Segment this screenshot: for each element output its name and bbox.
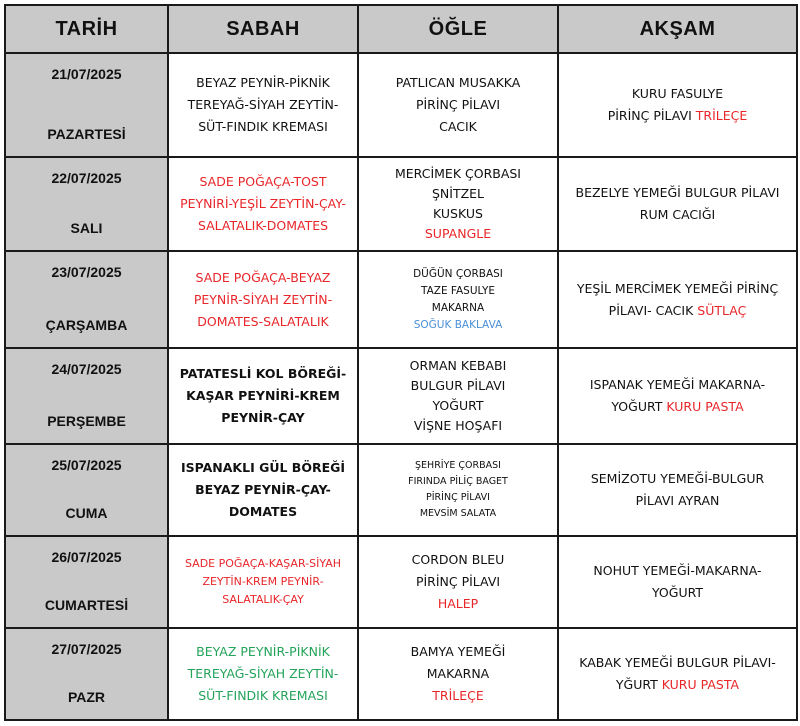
morning-cell — [168, 444, 358, 536]
menu-item: TEREYAĞ-SİYAH ZEYTİN- — [187, 666, 339, 681]
evening-cell — [558, 53, 797, 157]
evening-cell — [558, 444, 797, 536]
dessert-item: SOĞUK BAKLAVA — [413, 318, 503, 331]
dessert-item: KURU PASTA — [666, 399, 744, 414]
date-text: 27/07/2025 — [51, 641, 122, 657]
evening-cell — [558, 628, 797, 720]
menu-item: FIRINDA PİLİÇ BAGET — [408, 476, 508, 487]
menu-item: SADE POĞAÇA-TOST — [199, 174, 327, 189]
weekly-menu-table — [4, 4, 798, 721]
noon-cell — [358, 536, 558, 628]
date-cell — [5, 536, 168, 628]
noon-cell — [358, 157, 558, 251]
date-text: 26/07/2025 — [51, 549, 122, 565]
morning-cell — [168, 628, 358, 720]
date-text: 21/07/2025 — [51, 66, 122, 82]
morning-cell — [168, 53, 358, 157]
menu-item: PİLAVI- CACIK — [608, 302, 694, 318]
date-cell — [5, 157, 168, 251]
menu-item: TAZE FASULYE — [420, 284, 496, 297]
menu-item: PİLAVI AYRAN — [635, 493, 720, 508]
dessert-item: SUPANGLE — [424, 226, 492, 241]
menu-item: YOĞURT — [651, 585, 704, 600]
menu-item: SEMİZOTU YEMEĞİ-BULGUR — [590, 471, 765, 486]
header-date: TARİH — [5, 5, 168, 53]
dessert-item: HALEP — [437, 596, 479, 611]
menu-item: BAMYA YEMEĞİ — [410, 644, 506, 659]
weekday-text: CUMARTESİ — [44, 597, 129, 613]
header-noon: ÖĞLE — [358, 5, 558, 53]
menu-item: TEREYAĞ-SİYAH ZEYTİN- — [187, 97, 339, 112]
menu-item: YOĞURT — [432, 398, 484, 413]
menu-item: DÜĞÜN ÇORBASI — [413, 267, 503, 280]
menu-item: MAKARNA — [431, 301, 485, 314]
menu-item: PATLICAN MUSAKKA — [395, 75, 521, 90]
menu-item: KABAK YEMEĞİ BULGUR PİLAVI- — [579, 655, 776, 670]
day-row — [5, 536, 797, 628]
menu-item: MAKARNA — [426, 666, 490, 681]
menu-item: ISPANAKLI GÜL BÖREĞİ — [180, 460, 346, 475]
weekday-text: PERŞEMBE — [47, 413, 126, 429]
morning-cell — [168, 348, 358, 444]
menu-item: PEYNİR-ÇAY — [221, 410, 305, 425]
menu-item: ZEYTİN-KREM PEYNİR- — [202, 575, 324, 588]
noon-cell — [358, 628, 558, 720]
menu-item: PİRİNÇ PİLAVI — [415, 97, 501, 112]
menu-item: VİŞNE HOŞAFI — [413, 418, 503, 433]
header-morning: SABAH — [168, 5, 358, 53]
menu-item-line — [563, 105, 792, 127]
menu-item: BEYAZ PEYNİR-PİKNİK — [196, 75, 330, 90]
weekday-text: CUMA — [65, 505, 108, 521]
menu-item: SÜT-FINDIK KREMASI — [198, 688, 328, 703]
morning-cell — [168, 251, 358, 348]
noon-cell — [358, 348, 558, 444]
menu-item: PİRİNÇ PİLAVI — [426, 492, 490, 503]
menu-item: KUSKUS — [433, 206, 483, 221]
menu-item: ORMAN KEBABI — [409, 358, 507, 373]
menu-item: YOĞURT — [611, 399, 663, 414]
menu-item: BEZELYE YEMEĞİ BULGUR PİLAVI — [575, 185, 780, 200]
menu-item: RUM CACIĞI — [639, 207, 716, 222]
date-cell — [5, 251, 168, 348]
day-row — [5, 444, 797, 536]
menu-item: PİRİNÇ PİLAVI — [607, 108, 692, 123]
weekday-text: PAZR — [67, 689, 106, 705]
day-row — [5, 251, 797, 348]
noon-cell — [358, 251, 558, 348]
noon-cell — [358, 444, 558, 536]
menu-item: SALATALIK-DOMATES — [197, 218, 329, 233]
dessert-item: TRİLEÇE — [432, 688, 484, 703]
dessert-item: TRİLEÇE — [695, 108, 748, 123]
menu-item: PEYNİR-SİYAH ZEYTİN- — [193, 291, 333, 307]
date-text: 24/07/2025 — [51, 361, 122, 377]
day-row — [5, 348, 797, 444]
menu-item: SADE POĞAÇA-KAŞAR-SİYAH — [184, 557, 342, 570]
menu-item: CORDON BLEU — [411, 552, 505, 567]
day-row — [5, 157, 797, 251]
menu-item: PİRİNÇ PİLAVI — [415, 574, 501, 589]
weekday-text: PAZARTESİ — [47, 126, 126, 142]
menu-item-line — [563, 396, 792, 418]
menu-item: YEŞİL MERCİMEK YEMEĞİ PİRİNÇ — [576, 280, 779, 296]
noon-cell — [358, 53, 558, 157]
date-cell — [5, 53, 168, 157]
morning-cell — [168, 157, 358, 251]
header-row — [5, 5, 797, 53]
menu-item: PEYNİRİ-YEŞİL ZEYTİN-ÇAY- — [180, 196, 346, 211]
menu-item: ISPANAK YEMEĞİ MAKARNA- — [589, 377, 766, 392]
day-row — [5, 628, 797, 720]
menu-item-line — [563, 300, 792, 322]
dessert-item: KURU PASTA — [661, 677, 740, 692]
menu-item: BEYAZ PEYNİR-ÇAY- — [195, 482, 331, 497]
day-row — [5, 53, 797, 157]
date-text: 22/07/2025 — [51, 170, 122, 186]
menu-item: PATATESLİ KOL BÖREĞİ- — [179, 366, 347, 381]
menu-item: NOHUT YEMEĞİ-MAKARNA- — [593, 563, 762, 578]
menu-item: CACIK — [439, 119, 477, 134]
header-evening: AKŞAM — [558, 5, 797, 53]
menu-item: MEVSİM SALATA — [419, 508, 497, 519]
menu-item: DOMATES-SALATALIK — [197, 313, 329, 329]
menu-item: ŞNİTZEL — [431, 186, 485, 201]
menu-item: YĞURT — [615, 677, 658, 692]
menu-item: SADE POĞAÇA-BEYAZ — [195, 269, 331, 285]
menu-item: SALATALIK-ÇAY — [222, 593, 304, 606]
menu-item-line — [563, 674, 792, 696]
date-cell — [5, 348, 168, 444]
menu-item: BULGUR PİLAVI — [410, 378, 506, 393]
date-text: 23/07/2025 — [51, 264, 122, 280]
date-cell — [5, 628, 168, 720]
date-cell — [5, 444, 168, 536]
menu-item: SÜT-FINDIK KREMASI — [198, 119, 328, 134]
evening-cell — [558, 157, 797, 251]
evening-cell — [558, 536, 797, 628]
menu-item: ŞEHRİYE ÇORBASI — [415, 460, 501, 471]
weekday-text: SALI — [70, 220, 103, 236]
menu-item: DOMATES — [228, 504, 298, 519]
menu-item: BEYAZ PEYNİR-PİKNİK — [196, 644, 330, 659]
evening-cell — [558, 348, 797, 444]
dessert-item: SÜTLAÇ — [697, 302, 747, 318]
evening-cell — [558, 251, 797, 348]
date-text: 25/07/2025 — [51, 457, 122, 473]
weekday-text: ÇARŞAMBA — [45, 317, 128, 333]
menu-item: MERCİMEK ÇORBASI — [394, 166, 521, 181]
morning-cell — [168, 536, 358, 628]
menu-item: KAŞAR PEYNİRİ-KREM — [186, 388, 340, 403]
menu-item: KURU FASULYE — [631, 86, 724, 101]
